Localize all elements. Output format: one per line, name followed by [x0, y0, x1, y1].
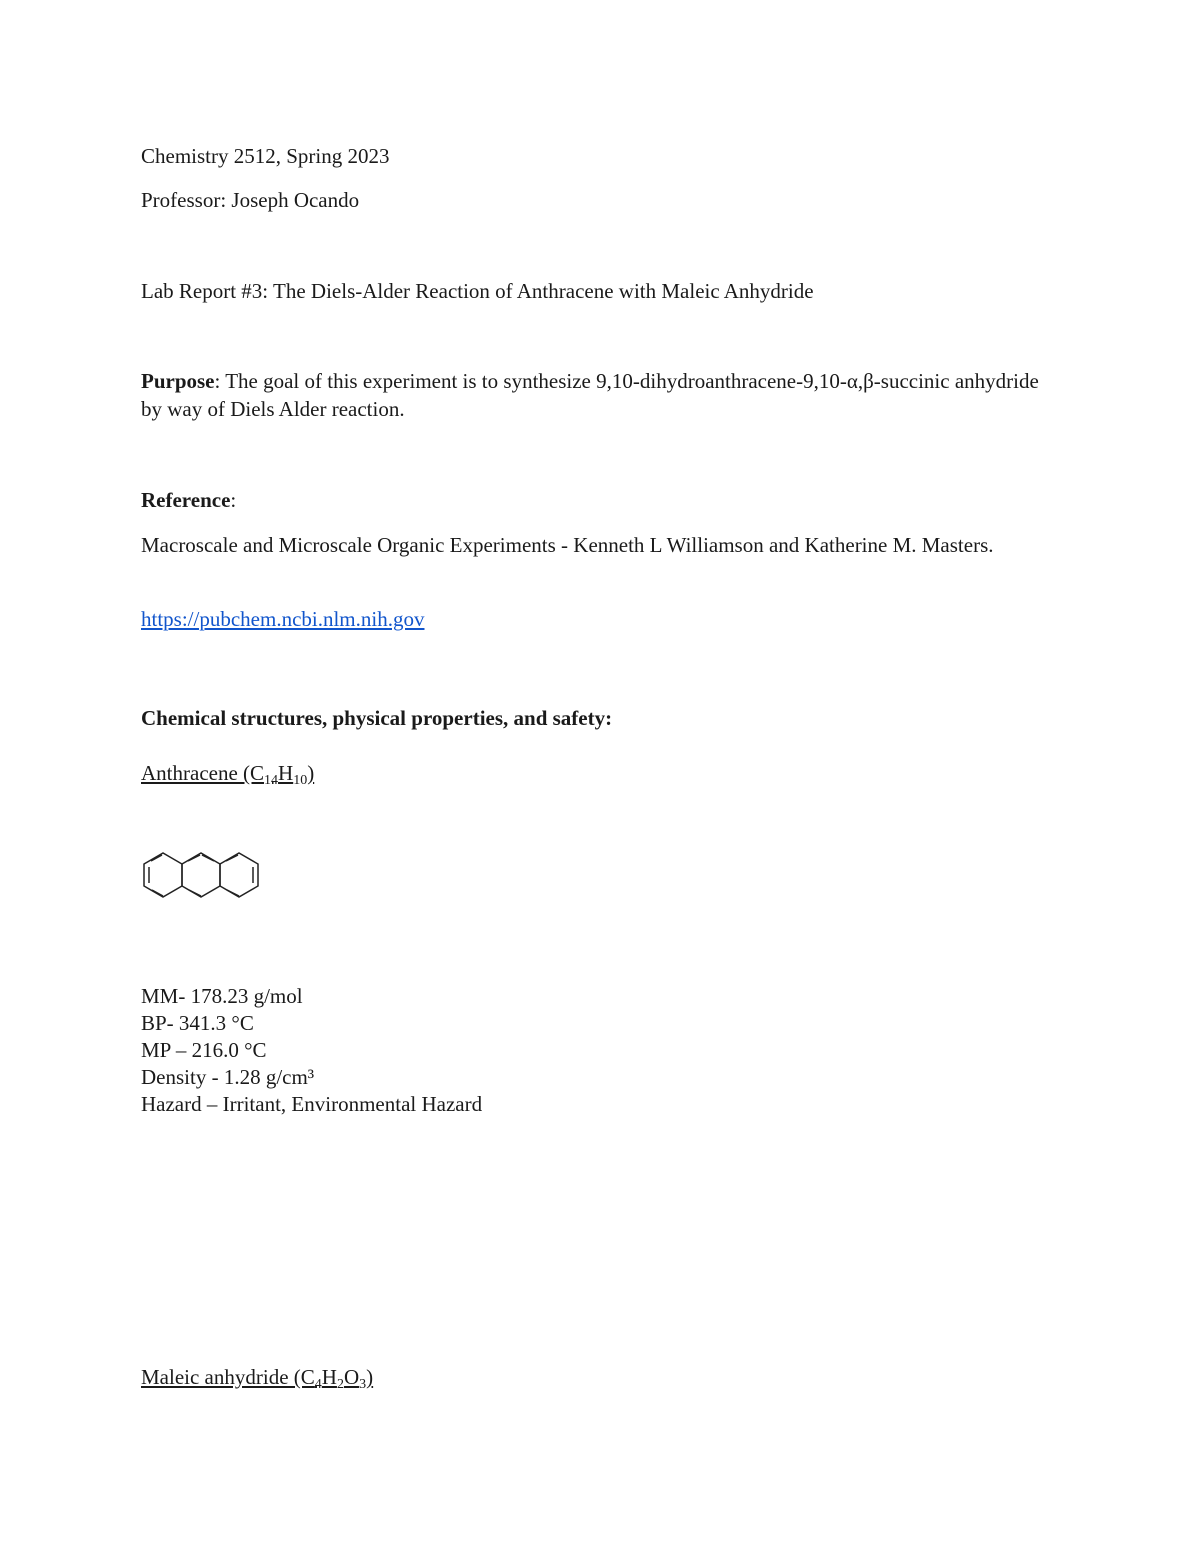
purpose-label: Purpose	[141, 369, 215, 393]
reference-label: Reference	[141, 488, 231, 512]
course-line: Chemistry 2512, Spring 2023	[141, 144, 390, 168]
professor-line: Professor: Joseph Ocando	[141, 188, 360, 212]
property-density: Density - 1.28 g/cm³	[141, 1065, 315, 1089]
report-title: Lab Report #3: The Diels-Alder Reaction of Anthracene with Maleic Anhydride	[141, 279, 814, 303]
anthracene-properties	[141, 983, 482, 1118]
reference-url-line	[141, 605, 424, 633]
pubchem-link[interactable]: https://pubchem.ncbi.nlm.nih.gov	[141, 607, 425, 631]
chemicals-heading-text: Chemical structures, physical properties, and safety:	[141, 706, 613, 730]
maleic-sub-c: 4	[314, 1377, 322, 1392]
property-bp: BP- 341.3 °C	[141, 1011, 254, 1035]
maleic-close: )	[366, 1365, 374, 1389]
anthracene-name: Anthracene (C	[141, 761, 265, 785]
maleic-name: Maleic anhydride (C	[141, 1365, 315, 1389]
property-mm: MM- 178.23 g/mol	[141, 984, 303, 1008]
maleic-sub-h: 2	[336, 1377, 344, 1392]
reference-colon: :	[230, 488, 237, 512]
chemicals-heading	[141, 704, 612, 732]
reference-book: Macroscale and Microscale Organic Experiments - Kenneth L Williamson and Katherine M. Masters.	[141, 533, 994, 557]
property-mp: MP – 216.0 °C	[141, 1038, 267, 1062]
anthracene-sub-h: 10	[293, 773, 308, 788]
reference-heading	[141, 486, 236, 514]
maleic-title	[141, 1363, 373, 1391]
anthracene-close: )	[307, 761, 315, 785]
maleic-sub-o: 3	[359, 1377, 367, 1392]
purpose-text: : The goal of this experiment is to synthesize 9,10-dihydroanthracene-9,10-α,β-succinic anhydride by way of Diels Alder reaction.	[141, 369, 1039, 421]
maleic-h: H	[321, 1365, 337, 1389]
anthracene-structure-icon	[141, 846, 271, 908]
anthracene-sub-c: 14	[264, 773, 279, 788]
purpose-paragraph	[141, 367, 1061, 423]
anthracene-title	[141, 759, 314, 787]
property-hazard: Hazard – Irritant, Environmental Hazard	[141, 1092, 483, 1116]
anthracene-h: H	[278, 761, 294, 785]
maleic-o: O	[343, 1365, 360, 1389]
